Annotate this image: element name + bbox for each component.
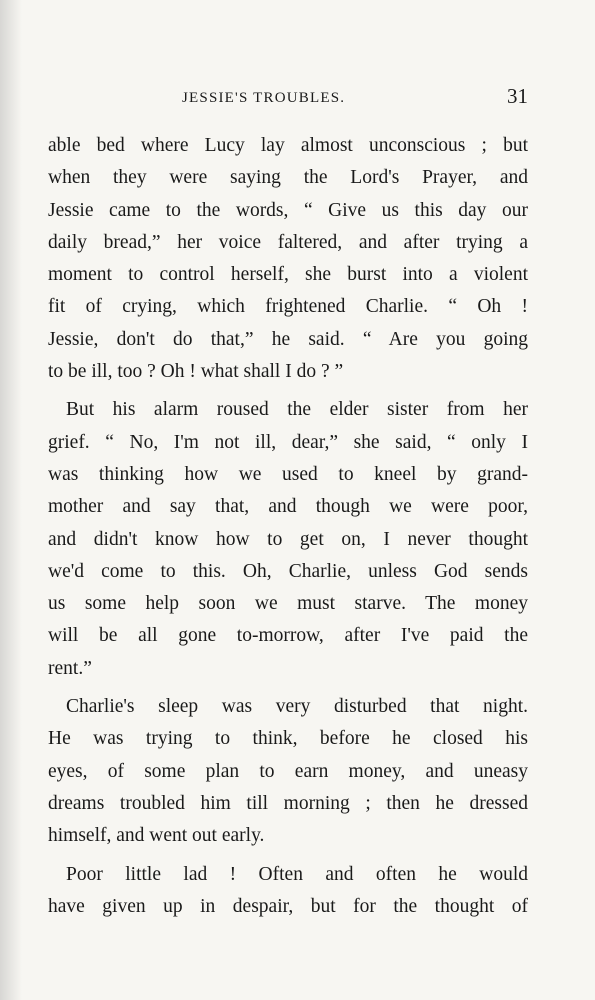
text-line: was thinking how we used to kneel by grand- xyxy=(48,463,528,485)
text-line: us some help soon we must starve. The money xyxy=(48,593,528,615)
page-number: 31 xyxy=(507,84,528,108)
text-line: But his alarm roused the elder sister from her xyxy=(66,399,528,421)
text-line: Jessie, don't do that,” he said. “ Are you going xyxy=(48,328,528,350)
text-line: when they were saying the Lord's Prayer, and xyxy=(48,167,528,189)
text-line: grief. “ No, I'm not ill, dear,” she said, “ only I xyxy=(48,431,528,453)
text-line: moment to control herself, she burst into a violent xyxy=(48,264,528,286)
scan-edge-shadow xyxy=(0,0,22,1000)
running-title: JESSIE'S TROUBLES. xyxy=(182,90,346,106)
text-line: eyes, of some plan to earn money, and uneasy xyxy=(48,760,528,782)
text-line: able bed where Lucy lay almost unconscious ; but xyxy=(48,135,528,156)
page-header xyxy=(48,84,528,114)
paragraph xyxy=(48,691,528,852)
text-line: Poor little lad ! Often and often he would xyxy=(66,863,528,885)
text-line: Jessie came to the words, “ Give us this day our xyxy=(48,199,528,221)
body-text xyxy=(48,130,528,923)
text-line: and didn't know how to get on, I never thought xyxy=(48,528,528,550)
text-line: will be all gone to-morrow, after I've paid the xyxy=(48,625,528,647)
text-line: we'd come to this. Oh, Charlie, unless God sends xyxy=(48,560,528,582)
paragraph xyxy=(48,394,528,685)
text-line: to be ill, too ? Oh ! what shall I do ? ” xyxy=(48,361,344,383)
text-line: have given up in despair, but for the thought of xyxy=(48,895,528,917)
text-line: mother and say that, and though we were poor, xyxy=(48,496,528,518)
paragraph xyxy=(48,130,528,388)
text-line: rent.” xyxy=(48,657,92,679)
text-line: daily bread,” her voice faltered, and after trying a xyxy=(48,231,528,253)
text-line: Charlie's sleep was very disturbed that night. xyxy=(66,696,528,718)
text-line: dreams troubled him till morning ; then he dressed xyxy=(48,792,528,814)
text-line: himself, and went out early. xyxy=(48,825,265,847)
text-line: He was trying to think, before he closed his xyxy=(48,728,528,750)
text-line: fit of crying, which frightened Charlie. “ Oh ! xyxy=(48,296,528,318)
paragraph xyxy=(48,859,528,924)
